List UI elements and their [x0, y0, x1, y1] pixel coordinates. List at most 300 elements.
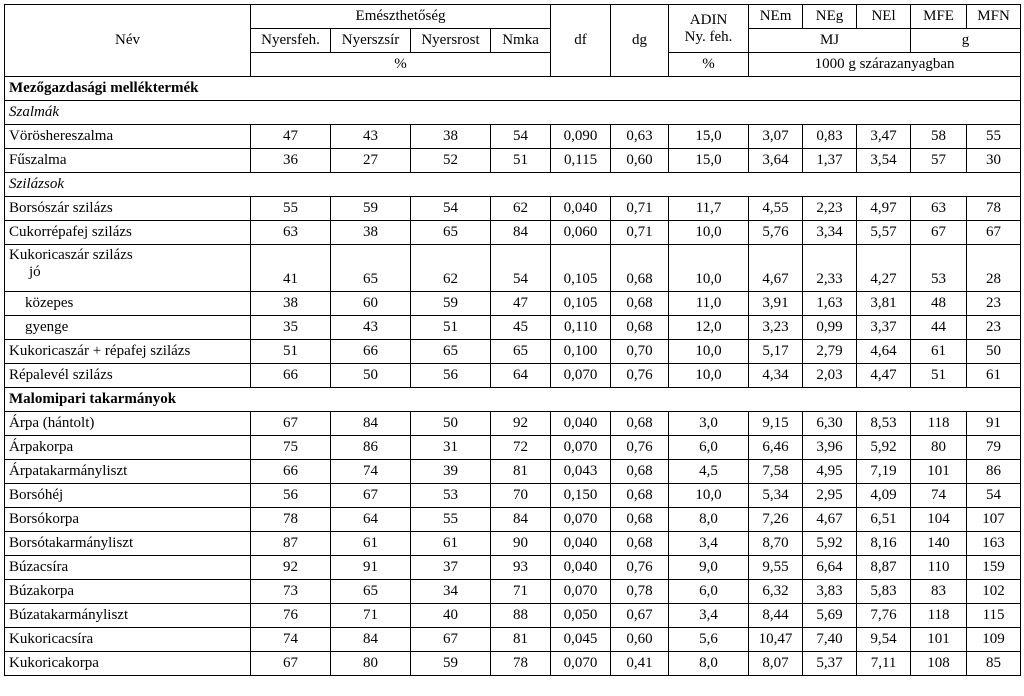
cell-adin: 10,0 [669, 340, 749, 364]
cell-mfn: 163 [967, 532, 1021, 556]
cell-dg: 0,70 [611, 340, 669, 364]
cell-nem: 6,46 [749, 436, 803, 460]
cell-nem: 5,17 [749, 340, 803, 364]
cell-nyersfeh: 51 [251, 340, 331, 364]
row-name: Kukoricacsíra [5, 628, 251, 652]
cell-nel: 3,54 [857, 149, 911, 173]
cell-neg: 0,83 [803, 125, 857, 149]
cell-nel: 7,19 [857, 460, 911, 484]
cell-mfn: 28 [967, 245, 1021, 292]
table-row [5, 604, 1021, 628]
cell-nyerszsir: 43 [331, 316, 411, 340]
table-row [5, 364, 1021, 388]
table-row [5, 436, 1021, 460]
cell-dg: 0,76 [611, 436, 669, 460]
cell-neg: 3,96 [803, 436, 857, 460]
cell-nmka: 54 [491, 245, 551, 292]
cell-neg: 5,69 [803, 604, 857, 628]
cell-neg: 1,37 [803, 149, 857, 173]
cell-mfn: 79 [967, 436, 1021, 460]
cell-mfe: 118 [911, 604, 967, 628]
row-name: Borsóhéj [5, 484, 251, 508]
row-name-group: Kukoricaszár szilázs [9, 247, 133, 263]
cell-mfn: 30 [967, 149, 1021, 173]
row-name: Árpa (hántolt) [5, 412, 251, 436]
cell-nyersrost: 55 [411, 508, 491, 532]
cell-mfn: 55 [967, 125, 1021, 149]
cell-dg: 0,68 [611, 484, 669, 508]
cell-df: 0,090 [551, 125, 611, 149]
cell-nyersfeh: 56 [251, 484, 331, 508]
header-dg: dg [611, 5, 669, 77]
cell-dg: 0,71 [611, 197, 669, 221]
subsection-heading: Szalmák [5, 101, 1021, 125]
cell-nem: 4,67 [749, 245, 803, 292]
cell-nem: 4,34 [749, 364, 803, 388]
row-name: Borsótakarmányliszt [5, 532, 251, 556]
header-g: g [911, 29, 1021, 53]
row-name: Kukoricaszár + répafej szilázs [5, 340, 251, 364]
table-row [5, 412, 1021, 436]
table-row [5, 292, 1021, 316]
header-digestibility: Emészthetőség [251, 5, 551, 29]
cell-df: 0,105 [551, 245, 611, 292]
header-nmka: Nmka [491, 29, 551, 53]
cell-nyersrost: 54 [411, 197, 491, 221]
cell-nyersrost: 51 [411, 316, 491, 340]
cell-nmka: 54 [491, 125, 551, 149]
cell-nem: 3,07 [749, 125, 803, 149]
cell-nmka: 65 [491, 340, 551, 364]
cell-dg: 0,67 [611, 604, 669, 628]
cell-adin: 10,0 [669, 221, 749, 245]
cell-nel: 5,83 [857, 580, 911, 604]
cell-nyersfeh: 75 [251, 436, 331, 460]
cell-nyersfeh: 67 [251, 652, 331, 676]
cell-nel: 3,37 [857, 316, 911, 340]
cell-mfe: 58 [911, 125, 967, 149]
cell-nem: 3,64 [749, 149, 803, 173]
cell-adin: 8,0 [669, 508, 749, 532]
cell-dg: 0,71 [611, 221, 669, 245]
cell-df: 0,050 [551, 604, 611, 628]
header-adin [669, 5, 749, 53]
cell-nyerszsir: 91 [331, 556, 411, 580]
cell-nmka: 71 [491, 580, 551, 604]
cell-nyerszsir: 64 [331, 508, 411, 532]
row-name: Fűszalma [5, 149, 251, 173]
header-mj: MJ [749, 29, 911, 53]
cell-nem: 9,55 [749, 556, 803, 580]
cell-nyersfeh: 87 [251, 532, 331, 556]
cell-nyersrost: 62 [411, 245, 491, 292]
cell-df: 0,070 [551, 364, 611, 388]
cell-mfn: 107 [967, 508, 1021, 532]
cell-nmka: 72 [491, 436, 551, 460]
header-percent: % [251, 53, 551, 77]
cell-nyerszsir: 86 [331, 436, 411, 460]
cell-nel: 4,27 [857, 245, 911, 292]
cell-nel: 6,51 [857, 508, 911, 532]
cell-neg: 6,30 [803, 412, 857, 436]
cell-nyerszsir: 84 [331, 628, 411, 652]
cell-nmka: 47 [491, 292, 551, 316]
cell-df: 0,070 [551, 508, 611, 532]
row-name: gyenge [5, 316, 251, 340]
cell-df: 0,105 [551, 292, 611, 316]
cell-adin: 10,0 [669, 484, 749, 508]
cell-nyerszsir: 80 [331, 652, 411, 676]
cell-df: 0,040 [551, 556, 611, 580]
row-name: Búzatakarmányliszt [5, 604, 251, 628]
cell-nem: 9,15 [749, 412, 803, 436]
cell-nyersrost: 50 [411, 412, 491, 436]
cell-df: 0,060 [551, 221, 611, 245]
cell-nyersfeh: 92 [251, 556, 331, 580]
cell-neg: 2,79 [803, 340, 857, 364]
table-row [5, 221, 1021, 245]
table-row [5, 316, 1021, 340]
cell-nyersrost: 59 [411, 292, 491, 316]
cell-nyersfeh: 78 [251, 508, 331, 532]
cell-nyerszsir: 66 [331, 340, 411, 364]
cell-df: 0,150 [551, 484, 611, 508]
cell-nyersrost: 65 [411, 340, 491, 364]
table-row [5, 628, 1021, 652]
cell-df: 0,070 [551, 580, 611, 604]
cell-nem: 8,70 [749, 532, 803, 556]
table-row [5, 197, 1021, 221]
cell-nyerszsir: 60 [331, 292, 411, 316]
cell-adin: 11,7 [669, 197, 749, 221]
cell-nel: 8,16 [857, 532, 911, 556]
cell-df: 0,110 [551, 316, 611, 340]
cell-nyerszsir: 84 [331, 412, 411, 436]
cell-adin: 3,4 [669, 604, 749, 628]
cell-mfe: 67 [911, 221, 967, 245]
cell-mfn: 85 [967, 652, 1021, 676]
cell-dg: 0,76 [611, 556, 669, 580]
header-adin-label: ADIN [689, 11, 728, 28]
header-adin-percent: % [669, 53, 749, 77]
cell-nel: 4,97 [857, 197, 911, 221]
cell-dg: 0,68 [611, 460, 669, 484]
cell-mfn: 54 [967, 484, 1021, 508]
cell-nem: 7,26 [749, 508, 803, 532]
cell-nmka: 93 [491, 556, 551, 580]
cell-df: 0,070 [551, 652, 611, 676]
cell-dg: 0,68 [611, 316, 669, 340]
cell-nmka: 64 [491, 364, 551, 388]
cell-nel: 4,09 [857, 484, 911, 508]
cell-mfn: 23 [967, 316, 1021, 340]
table-row [5, 245, 1021, 292]
header-nyerszsir: Nyerszsír [331, 29, 411, 53]
cell-nyersfeh: 35 [251, 316, 331, 340]
table-row [5, 340, 1021, 364]
cell-nem: 3,23 [749, 316, 803, 340]
cell-df: 0,100 [551, 340, 611, 364]
table-row [5, 149, 1021, 173]
header-df: df [551, 5, 611, 77]
table-row [5, 532, 1021, 556]
cell-dg: 0,68 [611, 508, 669, 532]
cell-nem: 5,34 [749, 484, 803, 508]
cell-df: 0,040 [551, 412, 611, 436]
row-name: Borsókorpa [5, 508, 251, 532]
cell-nmka: 81 [491, 628, 551, 652]
cell-adin: 12,0 [669, 316, 749, 340]
cell-mfn: 91 [967, 412, 1021, 436]
section-heading: Mezőgazdasági melléktermék [5, 77, 1021, 101]
cell-mfn: 159 [967, 556, 1021, 580]
cell-nel: 4,64 [857, 340, 911, 364]
cell-nmka: 62 [491, 197, 551, 221]
row-name: Kukoricakorpa [5, 652, 251, 676]
cell-nyersrost: 61 [411, 532, 491, 556]
cell-nyerszsir: 61 [331, 532, 411, 556]
row-name-variant: jó [29, 264, 41, 280]
cell-nmka: 84 [491, 508, 551, 532]
row-name: Cukorrépafej szilázs [5, 221, 251, 245]
cell-nyersfeh: 74 [251, 628, 331, 652]
cell-nyersrost: 39 [411, 460, 491, 484]
cell-adin: 3,4 [669, 532, 749, 556]
cell-mfe: 51 [911, 364, 967, 388]
cell-adin: 3,0 [669, 412, 749, 436]
cell-df: 0,045 [551, 628, 611, 652]
cell-nmka: 84 [491, 221, 551, 245]
cell-mfe: 101 [911, 460, 967, 484]
cell-mfe: 53 [911, 245, 967, 292]
cell-adin: 6,0 [669, 580, 749, 604]
row-name [5, 245, 251, 292]
row-name: Búzakorpa [5, 580, 251, 604]
cell-nyerszsir: 50 [331, 364, 411, 388]
cell-mfn: 109 [967, 628, 1021, 652]
cell-nyerszsir: 38 [331, 221, 411, 245]
cell-mfn: 102 [967, 580, 1021, 604]
cell-nmka: 70 [491, 484, 551, 508]
table-row [5, 652, 1021, 676]
cell-nyerszsir: 74 [331, 460, 411, 484]
cell-mfe: 74 [911, 484, 967, 508]
cell-mfn: 67 [967, 221, 1021, 245]
cell-dg: 0,68 [611, 245, 669, 292]
header-mfe: MFE [911, 5, 967, 29]
header-basis: 1000 g szárazanyagban [749, 53, 1021, 77]
cell-dg: 0,60 [611, 149, 669, 173]
cell-nyerszsir: 65 [331, 580, 411, 604]
cell-neg: 1,63 [803, 292, 857, 316]
header-nyersfeh: Nyersfeh. [251, 29, 331, 53]
table-row [5, 460, 1021, 484]
row-name: Vörösherеszalma [5, 125, 251, 149]
cell-dg: 0,68 [611, 532, 669, 556]
cell-nyersfeh: 63 [251, 221, 331, 245]
cell-nyersfeh: 41 [251, 245, 331, 292]
cell-mfe: 80 [911, 436, 967, 460]
cell-nel: 5,92 [857, 436, 911, 460]
cell-mfn: 23 [967, 292, 1021, 316]
cell-neg: 4,95 [803, 460, 857, 484]
cell-mfe: 110 [911, 556, 967, 580]
section-heading: Malomipari takarmányok [5, 388, 1021, 412]
header-nel: NEl [857, 5, 911, 29]
cell-df: 0,040 [551, 197, 611, 221]
cell-nyersrost: 56 [411, 364, 491, 388]
feed-table [4, 4, 1021, 676]
cell-adin: 11,0 [669, 292, 749, 316]
cell-neg: 5,92 [803, 532, 857, 556]
cell-dg: 0,63 [611, 125, 669, 149]
cell-nem: 10,47 [749, 628, 803, 652]
cell-nyersfeh: 73 [251, 580, 331, 604]
cell-nyersfeh: 76 [251, 604, 331, 628]
cell-nmka: 78 [491, 652, 551, 676]
cell-df: 0,043 [551, 460, 611, 484]
cell-nem: 8,44 [749, 604, 803, 628]
cell-nyersfeh: 47 [251, 125, 331, 149]
table-row [5, 125, 1021, 149]
cell-nyersfeh: 55 [251, 197, 331, 221]
cell-nyersfeh: 66 [251, 460, 331, 484]
cell-mfn: 86 [967, 460, 1021, 484]
cell-dg: 0,41 [611, 652, 669, 676]
cell-neg: 7,40 [803, 628, 857, 652]
cell-nel: 4,47 [857, 364, 911, 388]
cell-nyerszsir: 65 [331, 245, 411, 292]
cell-neg: 2,03 [803, 364, 857, 388]
header-name: Név [5, 5, 251, 77]
cell-nyersrost: 37 [411, 556, 491, 580]
cell-df: 0,040 [551, 532, 611, 556]
cell-adin: 4,5 [669, 460, 749, 484]
cell-adin: 6,0 [669, 436, 749, 460]
cell-neg: 3,83 [803, 580, 857, 604]
cell-nyersfeh: 66 [251, 364, 331, 388]
cell-mfe: 104 [911, 508, 967, 532]
table-row [5, 556, 1021, 580]
cell-nmka: 45 [491, 316, 551, 340]
cell-nel: 9,54 [857, 628, 911, 652]
cell-nel: 8,87 [857, 556, 911, 580]
cell-nmka: 51 [491, 149, 551, 173]
cell-nyerszsir: 59 [331, 197, 411, 221]
cell-mfe: 48 [911, 292, 967, 316]
cell-nel: 7,11 [857, 652, 911, 676]
cell-nel: 7,76 [857, 604, 911, 628]
table-row [5, 508, 1021, 532]
cell-nmka: 90 [491, 532, 551, 556]
cell-mfn: 78 [967, 197, 1021, 221]
cell-nyerszsir: 67 [331, 484, 411, 508]
cell-adin: 15,0 [669, 149, 749, 173]
cell-nmka: 92 [491, 412, 551, 436]
cell-neg: 4,67 [803, 508, 857, 532]
cell-nel: 3,47 [857, 125, 911, 149]
cell-df: 0,070 [551, 436, 611, 460]
cell-adin: 8,0 [669, 652, 749, 676]
cell-nyersrost: 59 [411, 652, 491, 676]
cell-nem: 8,07 [749, 652, 803, 676]
cell-nmka: 88 [491, 604, 551, 628]
cell-nyersfeh: 38 [251, 292, 331, 316]
cell-nyerszsir: 71 [331, 604, 411, 628]
cell-nem: 6,32 [749, 580, 803, 604]
cell-mfe: 140 [911, 532, 967, 556]
row-name: Búzacsíra [5, 556, 251, 580]
cell-dg: 0,68 [611, 292, 669, 316]
cell-adin: 10,0 [669, 245, 749, 292]
cell-adin: 10,0 [669, 364, 749, 388]
cell-df: 0,115 [551, 149, 611, 173]
header-neg: NEg [803, 5, 857, 29]
table-row [5, 484, 1021, 508]
cell-neg: 3,34 [803, 221, 857, 245]
cell-mfe: 61 [911, 340, 967, 364]
cell-nyersrost: 65 [411, 221, 491, 245]
cell-nem: 4,55 [749, 197, 803, 221]
cell-dg: 0,76 [611, 364, 669, 388]
subsection-heading: Szilázsok [5, 173, 1021, 197]
cell-nyersrost: 40 [411, 604, 491, 628]
row-name: Borsószár szilázs [5, 197, 251, 221]
cell-mfe: 63 [911, 197, 967, 221]
cell-nel: 3,81 [857, 292, 911, 316]
cell-nem: 3,91 [749, 292, 803, 316]
header-mfn: MFN [967, 5, 1021, 29]
cell-nyersrost: 38 [411, 125, 491, 149]
cell-mfe: 57 [911, 149, 967, 173]
cell-neg: 2,95 [803, 484, 857, 508]
table-row [5, 580, 1021, 604]
cell-neg: 5,37 [803, 652, 857, 676]
header-nyersrost: Nyersrost [411, 29, 491, 53]
cell-neg: 0,99 [803, 316, 857, 340]
cell-mfn: 61 [967, 364, 1021, 388]
cell-nyersfeh: 67 [251, 412, 331, 436]
cell-nyersrost: 53 [411, 484, 491, 508]
cell-nyerszsir: 43 [331, 125, 411, 149]
cell-mfe: 101 [911, 628, 967, 652]
row-name: Répalevél szilázs [5, 364, 251, 388]
cell-nyerszsir: 27 [331, 149, 411, 173]
cell-nel: 5,57 [857, 221, 911, 245]
cell-mfe: 118 [911, 412, 967, 436]
cell-nyersrost: 31 [411, 436, 491, 460]
cell-mfn: 115 [967, 604, 1021, 628]
cell-dg: 0,60 [611, 628, 669, 652]
cell-nyersrost: 52 [411, 149, 491, 173]
cell-nel: 8,53 [857, 412, 911, 436]
header-nem: NEm [749, 5, 803, 29]
row-name: Árpakorpa [5, 436, 251, 460]
row-name: Árpatakarmányliszt [5, 460, 251, 484]
cell-mfe: 83 [911, 580, 967, 604]
cell-adin: 9,0 [669, 556, 749, 580]
cell-nem: 7,58 [749, 460, 803, 484]
cell-nyersfeh: 36 [251, 149, 331, 173]
cell-dg: 0,78 [611, 580, 669, 604]
header-nyfeh-label: Ny. feh. [684, 28, 733, 45]
cell-nyersrost: 67 [411, 628, 491, 652]
cell-nem: 5,76 [749, 221, 803, 245]
cell-neg: 2,33 [803, 245, 857, 292]
cell-mfe: 44 [911, 316, 967, 340]
cell-adin: 15,0 [669, 125, 749, 149]
cell-mfn: 50 [967, 340, 1021, 364]
